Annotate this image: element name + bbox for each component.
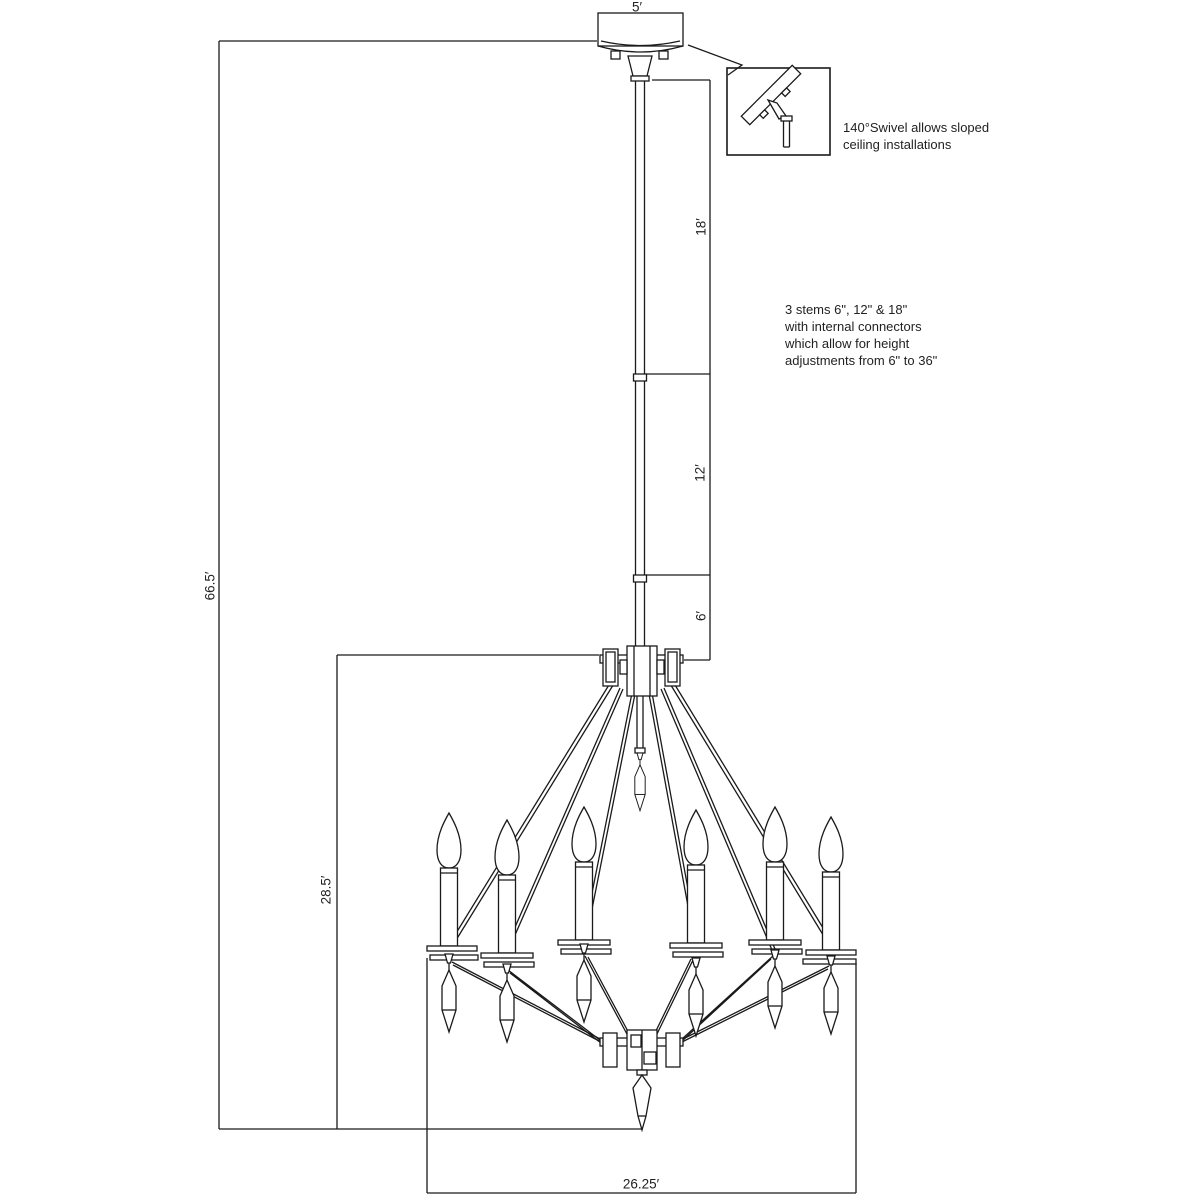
stem-top-section-label: 18′ — [693, 218, 709, 236]
stems-note-line: which allow for height — [785, 336, 910, 351]
stems-note-line: 3 stems 6", 12" & 18" — [785, 302, 908, 317]
stems-note-line: with internal connectors — [785, 319, 922, 334]
stem-bottom-section-label: 6′ — [693, 610, 709, 622]
fixture-width-label: 26.25′ — [622, 1176, 660, 1192]
overall-height-label: 66.5′ — [202, 571, 218, 601]
candle-mounts — [427, 940, 856, 967]
dimension-lines — [219, 41, 856, 1193]
fixture-height-label: 28.5′ — [318, 875, 334, 905]
canopy-drawing — [598, 13, 683, 81]
swivel-note-line: 140°Swivel allows sloped — [843, 120, 990, 135]
bottom-finial — [633, 1075, 651, 1130]
chandelier-drawing — [427, 646, 856, 1130]
stems-note-line: adjustments from 6" to 36" — [785, 353, 938, 368]
crystal-drops — [442, 944, 838, 1042]
stem-middle-section-label: 12′ — [692, 464, 708, 482]
top-hub — [600, 646, 683, 696]
canopy-width-label: 5′ — [631, 0, 643, 15]
center-drop — [635, 696, 645, 811]
swivel-inset — [688, 45, 830, 155]
stems-note — [785, 301, 937, 369]
bottom-hub — [600, 1030, 683, 1075]
candles — [437, 807, 843, 953]
swivel-note — [843, 119, 989, 153]
stem-drawing — [634, 81, 647, 648]
swivel-note-line: ceiling installations — [843, 137, 952, 152]
